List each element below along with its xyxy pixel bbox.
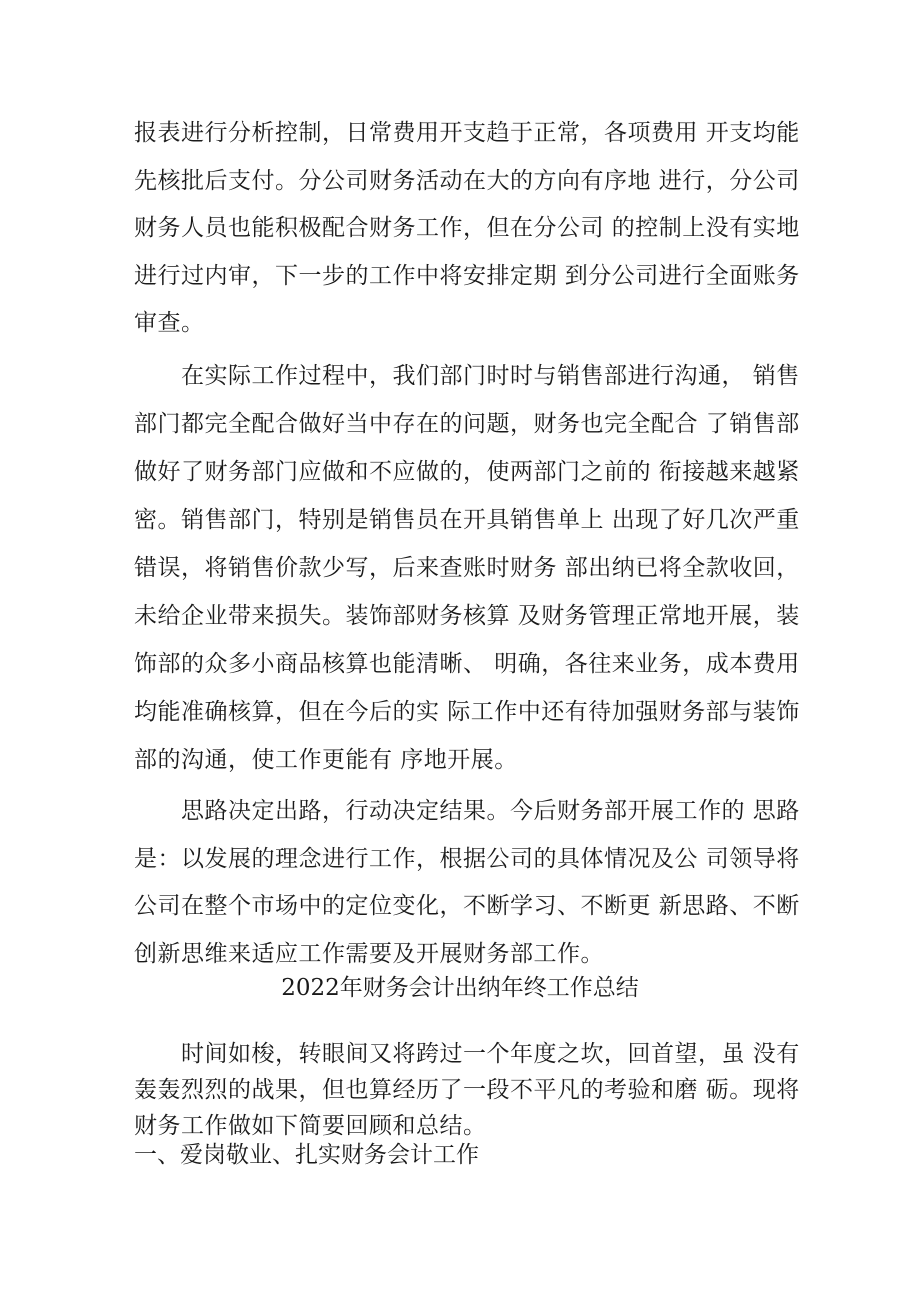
text-line: 轰轰烈烈的战果，但也算经历了一段不平凡的考验和磨 砺。现将 bbox=[134, 1077, 800, 1103]
paragraph-introduction bbox=[134, 1036, 800, 1144]
text-line: 财务工作做如下简要回顾和总结。 bbox=[134, 1113, 487, 1139]
text-line: 做好了财务部门应做和不应做的，使两部门之前的 衔接越来越紧 bbox=[134, 459, 800, 485]
text-line: 未给企业带来损失。装饰部财务核算 及财务管理正常地开展，装 bbox=[134, 603, 800, 629]
text-line: 均能准确核算，但在今后的实 际工作中还有待加强财务部与装饰 bbox=[134, 699, 800, 725]
text-line: 思路决定出路，行动决定结果。今后财务部开展工作的 思路 bbox=[134, 798, 800, 824]
text-line: 错误，将销售价款少写，后来查账时财务 部出纳已将全款收回， bbox=[134, 555, 800, 581]
paragraph-report-control bbox=[134, 110, 800, 348]
text-line: 部门都完全配合做好当中存在的问题，财务也完全配合 了销售部 bbox=[134, 411, 800, 437]
text-line: 先核批后支付。分公司财务活动在大的方向有序地 进行，分公司 bbox=[134, 167, 800, 194]
text-line: 创新思维来适应工作需要及开展财务部工作。 bbox=[134, 940, 604, 967]
text-line: 饰部的众多小商品核算也能清晰、 明确，各往来业务，成本费用 bbox=[134, 651, 800, 677]
document-title: 2022年财务会计出纳年终工作总结 bbox=[281, 975, 639, 1001]
text-line: 时间如梭，转眼间又将跨过一个年度之坎，回首望，虽 没有 bbox=[134, 1041, 800, 1067]
paragraph-sales-communication bbox=[134, 352, 800, 784]
text-line: 进行过内审，下一步的工作中将安排定期 到分公司进行全面账务 bbox=[134, 262, 800, 289]
text-line: 审查。 bbox=[134, 310, 205, 336]
text-line: 部的沟通，使工作更能有 序地开展。 bbox=[134, 747, 518, 773]
section-heading: 一、爱岗敬业、扎实财务会计工作 bbox=[134, 1142, 479, 1168]
text-line: 密。销售部门，特别是销售员在开具销售单上 出现了好几次严重 bbox=[134, 507, 800, 533]
text-line: 在实际工作过程中，我们部门时时与销售部进行沟通， 销售 bbox=[134, 363, 800, 389]
paragraph-future-direction bbox=[134, 788, 800, 978]
text-line: 报表进行分析控制，日常费用开支趋于正常，各项费用 开支均能 bbox=[134, 120, 800, 146]
text-line: 公司在整个市场中的定位变化，不断学习、不断更 新思路、不断 bbox=[134, 893, 800, 919]
text-line: 是：以发展的理念进行工作，根据公司的具体情况及公 司领导将 bbox=[134, 845, 800, 872]
text-line: 财务人员也能积极配合财务工作，但在分公司 的控制上没有实地 bbox=[134, 215, 800, 241]
